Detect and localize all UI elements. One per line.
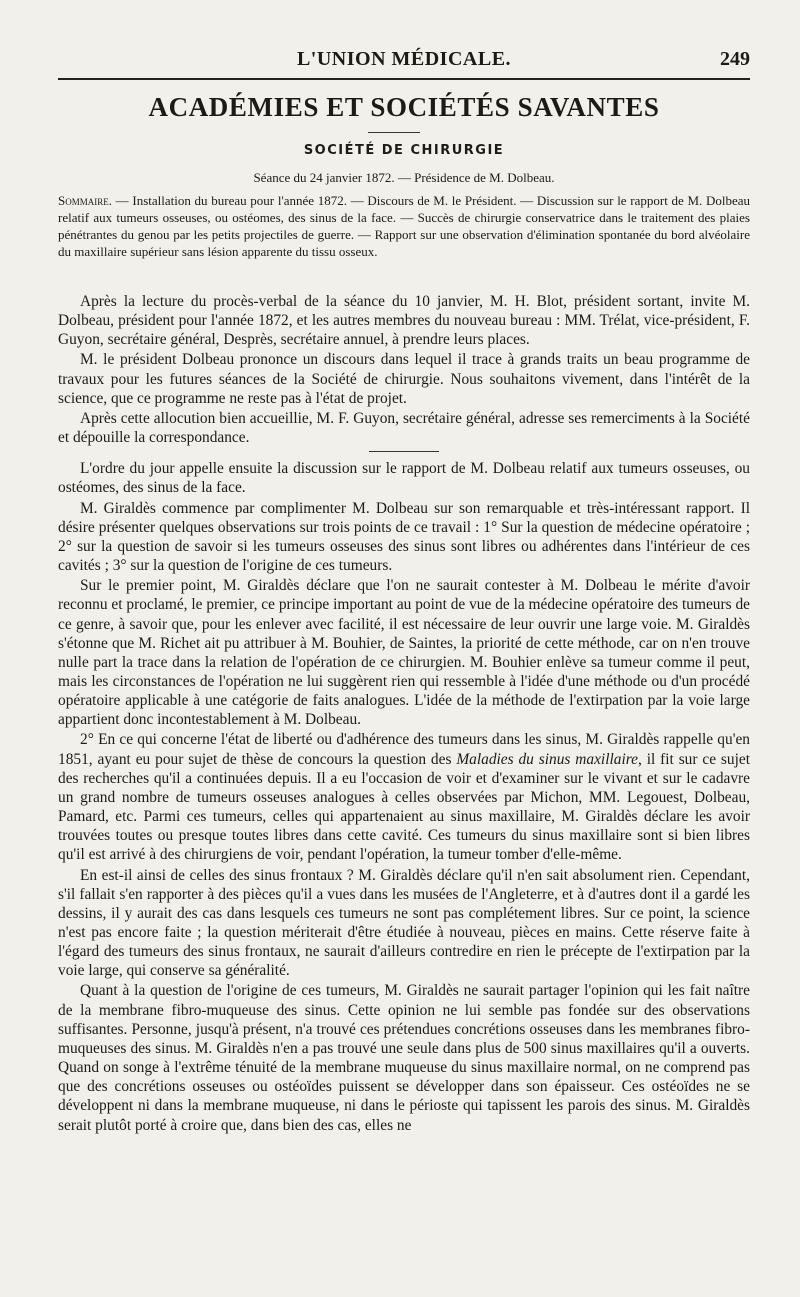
paragraph-text: 2° En ce qui concerne l'état de liberté ou d'adhérence des tumeurs dans les sinus, M. Giraldès rappelle qu'en 1851, ayant eu pour sujet de thèse de concours la question des: [58, 731, 750, 768]
section-title: ACADÉMIES ET SOCIÉTÉS SAVANTES: [148, 92, 660, 122]
italic-title: Maladies du sinus maxillaire: [456, 750, 638, 768]
title-rule: [368, 132, 420, 133]
summary-lead: Sommaire.: [58, 193, 112, 208]
paragraph: Sur le premier point, M. Giraldès déclare que l'on ne saurait contester à M. Dolbeau le mérite d'avoir reconnu et proclamé, le premier, ce principe important au point de vue de la médecine opératoire des tumeurs de ce genre, à savoir que, pour les enlever avec facilité, il est nécessaire de leur ouvrir une large voie. M. Giraldès s'étonne que M. Richet ait pu attribuer à M. Bouhier, de Saintes, la priorité de cette méthode, car on n'en trouve nulle part la trace dans la relation de l'opération de ce chirurgien. M. Bouhier enlève sa tumeur comme il peut, mais les circonstances de l'opération ne lui suggèrent rien qui ressemble à l'idée d'une méthode ou d'un procédé opératoire applicable à une catégorie de faits analogues. L'idée de la méthode de l'extirpation par la voie large appartient donc incontestablement à M. Dolbeau.: [58, 577, 750, 729]
session-line: Séance du 24 janvier 1872. — Présidence de M. Dolbeau.: [253, 170, 555, 185]
paragraph: M. le président Dolbeau prononce un discours dans lequel il trace à grands traits un beau programme de travaux pour les futures séances de la Société de chirurgie. Nous souhaitons vivement, dans l'intérêt de la science, que ce programme ne reste pas à l'état de projet.: [58, 351, 750, 407]
summary-text: — Installation du bureau pour l'année 1872. — Discours de M. le Président. — Discussion sur le rapport de M. Dolbeau relatif aux tumeurs osseuses, ou ostéomes, des sinus de la face. — Succès de chirurgie conservatrice dans le traitement des plaies pénétrantes du genou par les petits projectiles de guerre. — Rapport sur une observation d'élimination spontanée du bord alvéolaire du maxillaire supérieur sans lésion apparente du tissu osseux.: [58, 193, 750, 259]
page-number: 249: [720, 48, 750, 70]
separator-rule: [369, 451, 439, 452]
paragraph: En est-il ainsi de celles des sinus frontaux ? M. Giraldès déclare qu'il n'en sait absolument rien. Cependant, s'il fallait s'en rapporter à des pièces qu'il a vues dans les musées de l'Angleterre, et à d'autres dont il a gardé les dessins, il y aurait des cas dans lesquels ces tumeurs ne sont pas complétement libres. Sur ce point, la science n'est pas encore faite ; la question mériterait d'être étudiée à nouveau, pièces en mains. Cette réserve faite à l'égard des tumeurs des sinus frontaux, ne saurait d'ailleurs contredire en rien le précepte de l'extirpation par la voie large, qui conserve sa généralité.: [58, 866, 750, 980]
society-heading: SOCIÉTÉ DE CHIRURGIE: [303, 143, 505, 158]
paragraph-text: , il fit sur ce sujet des recherches qu'il a continuées depuis. Il a eu l'occasion de voir et d'examiner sur le vivant et sur le cadavre un grand nombre de tumeurs osseuses analogues à celles observées par Michon, MM. Legouest, Dolbeau, Pamard, etc. Parmi ces tumeurs, celles qui appartenaient au sinus maxillaire, M. Giraldès déclare les avoir trouvées toutes ou presque toutes libres dans cette cavité. Ces tumeurs du sinus maxillaire sont si bien libres qu'il est arrivé à des chirurgiens de voir, pendant l'opération, la tumeur tomber d'elle-même.: [58, 750, 750, 864]
paragraph: Quant à la question de l'origine de ces tumeurs, M. Giraldès ne saurait partager l'opinion qui les fait naître de la membrane fibro-muqueuse des sinus. Cette opinion ne lui semble pas fondée sur des observations suffisantes. Personne, jusqu'à présent, n'a trouvé ces prétendues concrétions osseuses dans les membranes fibro-muqueuses des sinus. M. Giraldès n'en a pas trouvé une seule dans plus de 500 sinus maxillaires qu'il a ouverts. Quand on songe à l'extrême ténuité de la membrane muqueuse du sinus maxillaire normal, on ne comprend pas que des concrétions osseuses ou ostéoïdes puissent se développer dans son épaisseur. Ces ostéoïdes ne se développent ni dans la membrane muqueuse, ni dans le périoste qui tapissent les parois des sinus. M. Giraldès serait plutôt porté à croire que, dans bien des cas, elles ne: [58, 982, 750, 1134]
running-head: [58, 48, 750, 74]
paragraph: [58, 730, 750, 864]
journal-title: L'UNION MÉDICALE.: [296, 48, 512, 70]
paragraph: M. Giraldès commence par complimenter M. Dolbeau sur son remarquable et très-intéressant rapport. Il désire présenter quelques observations sur trois points de ce travail : 1° Sur la question de médecine opératoire ; 2° sur la question de savoir si les tumeurs osseuses des sinus sont libres ou adhérentes dans l'intérieur de ces cavités ; 3° sur la question de l'origine de ces tumeurs.: [58, 499, 750, 575]
article-body: [58, 292, 750, 1136]
paragraph: Après cette allocution bien accueillie, M. F. Guyon, secrétaire général, adresse ses remerciments à la Société et dépouille la correspondance.: [58, 409, 750, 447]
paragraph: Après la lecture du procès-verbal de la séance du 10 janvier, M. H. Blot, président sortant, invite M. Dolbeau, président pour l'année 1872, et les autres membres du nouveau bureau : MM. Trélat, vice-président, F. Guyon, secrétaire général, Desprès, secrétaire annuel, à prendre leurs places.: [58, 293, 750, 349]
paragraph: L'ordre du jour appelle ensuite la discussion sur le rapport de M. Dolbeau relatif aux tumeurs osseuses, ou ostéomes, des sinus de la face.: [58, 460, 750, 497]
header-rule: [58, 78, 750, 80]
summary-block: [58, 192, 750, 260]
